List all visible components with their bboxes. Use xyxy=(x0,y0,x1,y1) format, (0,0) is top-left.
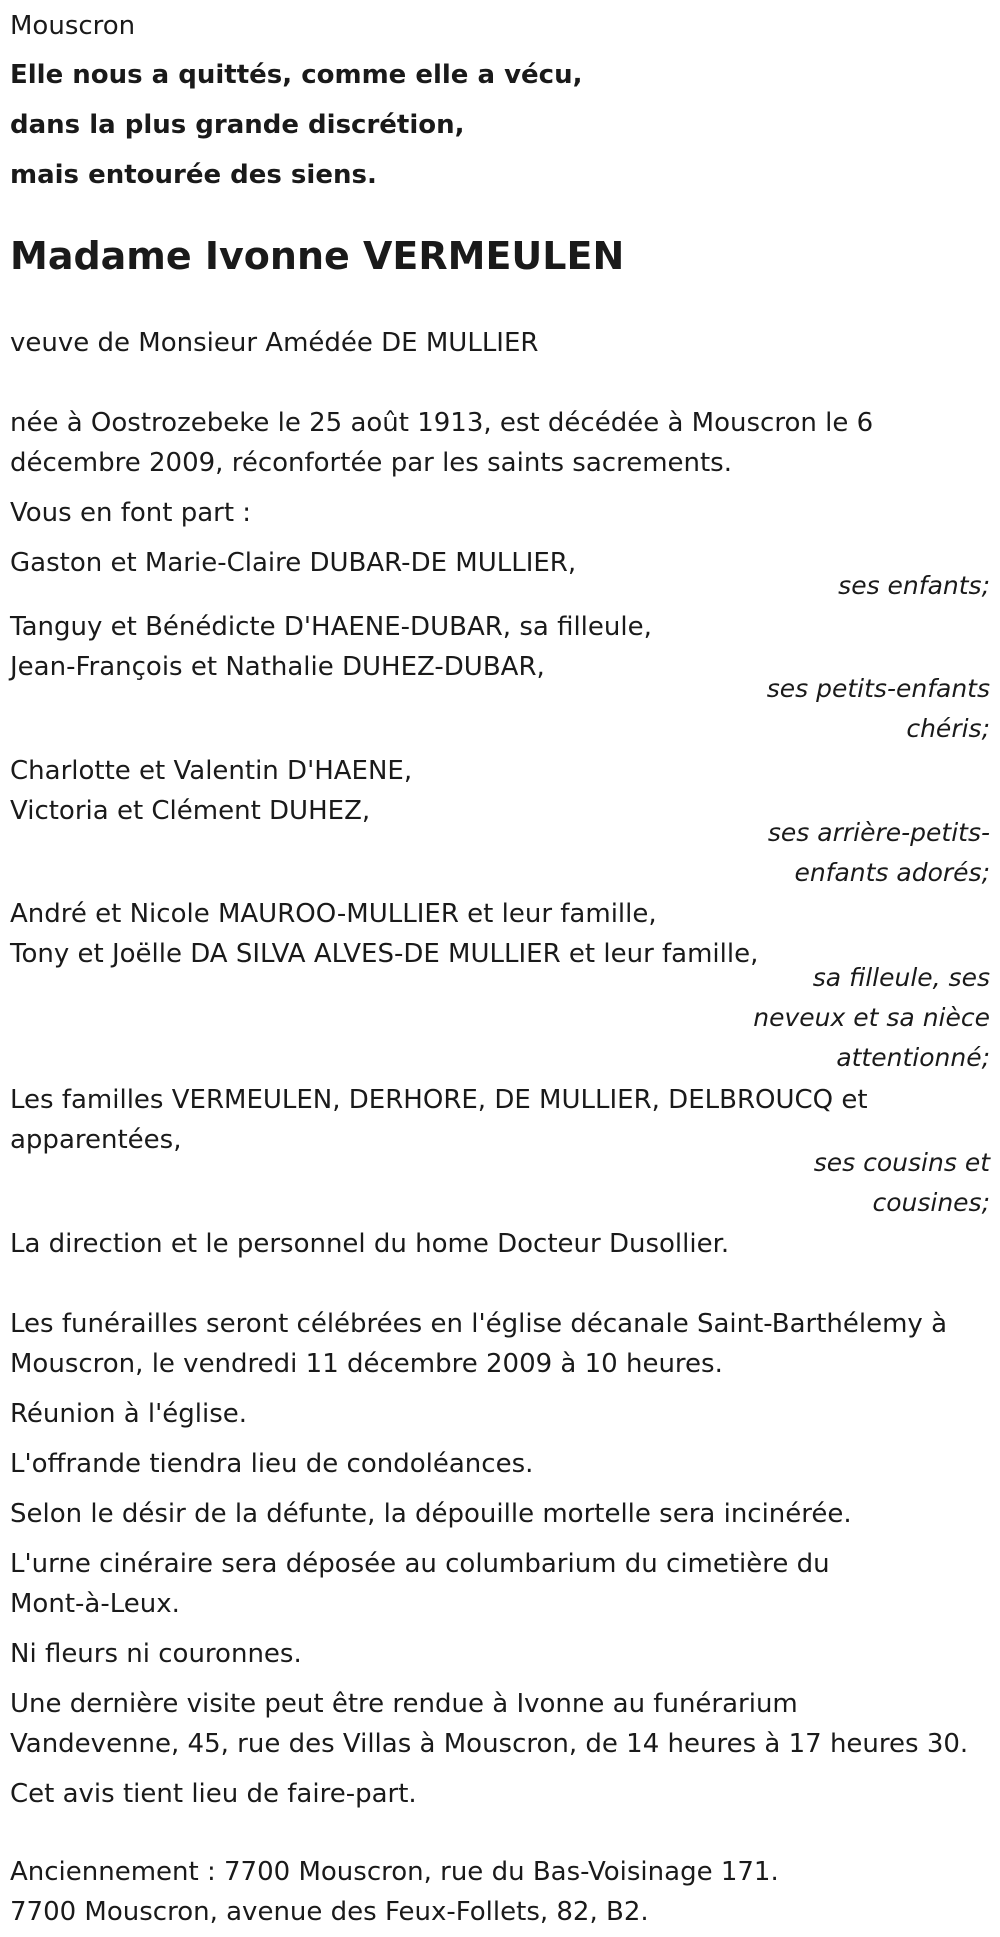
funeral-line-1: Les funérailles seront célébrées en l'église décanale Saint-Barthélemy à xyxy=(10,1309,948,1339)
family-relation: chéris; xyxy=(906,714,990,743)
family-names: Jean-François et Nathalie DUHEZ-DUBAR, xyxy=(10,652,545,682)
flowers-line: Ni fleurs ni couronnes. xyxy=(10,1639,302,1669)
family-names: Victoria et Clément DUHEZ, xyxy=(10,796,371,826)
note-line: L'offrande tiendra lieu de condoléances. xyxy=(10,1449,534,1479)
deceased-name: Madame Ivonne VERMEULEN xyxy=(10,234,625,278)
place-label: Mouscron xyxy=(10,11,136,41)
family-relation: ses cousins et xyxy=(813,1148,990,1177)
spouse-line: veuve de Monsieur Amédée DE MULLIER xyxy=(10,328,539,358)
address-line-1: Anciennement : 7700 Mouscron, rue du Bas-Voisinage 171. xyxy=(10,1857,779,1887)
family-relation: ses arrière-petits- xyxy=(767,818,990,847)
birth-death-line-1: née à Oostrozebeke le 25 août 1913, est décédée à Mouscron le 6 xyxy=(10,408,874,438)
birth-death-line-2: décembre 2009, réconfortée par les saints sacrements. xyxy=(10,448,732,478)
family-names: Tanguy et Bénédicte D'HAENE-DUBAR, sa filleule, xyxy=(10,612,652,642)
family-relation: enfants adorés; xyxy=(794,858,990,887)
notice-line: Cet avis tient lieu de faire-part. xyxy=(10,1779,417,1809)
family-names: apparentées, xyxy=(10,1125,182,1155)
family-relation: cousines; xyxy=(872,1188,990,1217)
family-names: Les familles VERMEULEN, DERHORE, DE MULLIER, DELBROUCQ et xyxy=(10,1085,868,1115)
quote-line-1: Elle nous a quittés, comme elle a vécu, xyxy=(10,60,583,90)
funeral-line-2: Mouscron, le vendredi 11 décembre 2009 à 10 heures. xyxy=(10,1349,723,1379)
family-relation: neveux et sa nièce xyxy=(753,1003,990,1032)
quote-line-3: mais entourée des siens. xyxy=(10,160,377,190)
family-names: André et Nicole MAUROO-MULLIER et leur famille, xyxy=(10,899,657,929)
family-relation: sa filleule, ses xyxy=(812,963,990,992)
urn-line-2: Mont-à-Leux. xyxy=(10,1589,180,1619)
family-relation: ses enfants; xyxy=(838,571,990,600)
family-names: Tony et Joëlle DA SILVA ALVES-DE MULLIER et leur famille, xyxy=(10,939,759,969)
announce-line: Vous en font part : xyxy=(10,498,252,528)
quote-line-2: dans la plus grande discrétion, xyxy=(10,110,465,140)
family-relation: attentionné; xyxy=(836,1043,990,1072)
note-line: Selon le désir de la défunte, la dépouille mortelle sera incinérée. xyxy=(10,1499,852,1529)
family-names: Gaston et Marie-Claire DUBAR-DE MULLIER, xyxy=(10,548,577,578)
family-names: La direction et le personnel du home Docteur Dusollier. xyxy=(10,1229,730,1259)
urn-line-1: L'urne cinéraire sera déposée au columbarium du cimetière du xyxy=(10,1549,830,1579)
address-line-2: 7700 Mouscron, avenue des Feux-Follets, 82, B2. xyxy=(10,1897,649,1927)
family-relation: ses petits-enfants xyxy=(766,674,990,703)
note-line: Réunion à l'église. xyxy=(10,1399,248,1429)
visit-line-1: Une dernière visite peut être rendue à Ivonne au funérarium xyxy=(10,1689,798,1719)
visit-line-2: Vandevenne, 45, rue des Villas à Mouscron, de 14 heures à 17 heures 30. xyxy=(10,1729,969,1759)
family-names: Charlotte et Valentin D'HAENE, xyxy=(10,756,413,786)
